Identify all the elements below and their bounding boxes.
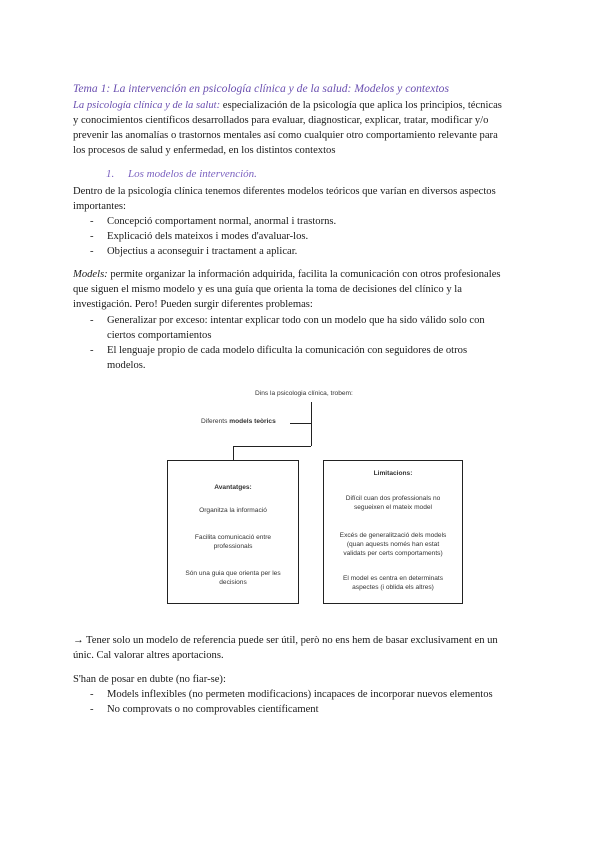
section1-bullet-list bbox=[90, 214, 528, 259]
limitations-item: aspectes (i oblida els altres) bbox=[352, 584, 434, 591]
advantages-title: Avantatges: bbox=[214, 484, 252, 491]
models-paragraph bbox=[73, 267, 528, 312]
dash-marker: - bbox=[90, 315, 94, 326]
intro-line: especialización de la psicología que aplica los principios, técnicas bbox=[220, 100, 502, 111]
dash-marker: - bbox=[90, 231, 94, 242]
dash-marker: - bbox=[90, 345, 94, 356]
models-line: permite organizar la información adquirida, facilita la comunicación con otros profesionales bbox=[107, 269, 501, 280]
list-item bbox=[90, 702, 528, 717]
advantages-box bbox=[167, 460, 299, 604]
section1-line: Dentro de la psicología clínica tenemos diferentes modelos teóricos que varían en diversos aspectos bbox=[73, 186, 496, 197]
page-title: Tema 1: La intervención en psicología clínica y de la salud: Modelos y contextos bbox=[73, 82, 449, 95]
intro-line: los procesos de salud y enfermedad, en los distintos contextos bbox=[73, 145, 336, 156]
doubt-bullet-list bbox=[90, 687, 528, 717]
list-item-text: modelos. bbox=[107, 360, 146, 371]
list-item-text: Objectius a aconseguir i tractament a aplicar. bbox=[107, 246, 298, 257]
advantages-item: decisions bbox=[219, 579, 247, 586]
diagram-trunk-line bbox=[311, 402, 312, 446]
section-heading-text: Los modelos de intervención. bbox=[128, 168, 257, 180]
limitations-item: (quan aquests només han estat bbox=[346, 541, 440, 548]
dash-marker: - bbox=[90, 216, 94, 227]
intro-line: prevenir las anomalías o trastornos mentales así como cualquier otro comportamiento relevante para bbox=[73, 130, 498, 141]
list-item-text: El lenguaje propio de cada modelo dificulta la comunicación con seguidores de otros bbox=[107, 345, 468, 356]
section-heading bbox=[106, 168, 257, 180]
diagram-branch-label bbox=[201, 418, 276, 425]
list-item bbox=[90, 214, 528, 229]
branch-label-prefix: Diferents bbox=[201, 418, 230, 425]
limitations-item: Excés de generalització dels models bbox=[339, 532, 447, 539]
conclusion-line: únic. Cal valorar altres aportacions. bbox=[73, 650, 224, 661]
list-item-text: Generalizar por exceso: intentar explicar todo con un modelo que ha sido válido solo con bbox=[107, 315, 485, 326]
list-item-text: Models inflexibles (no permeten modificacions) incapaces de incorporar nuevos elementos bbox=[107, 689, 493, 700]
advantages-item: professionals bbox=[213, 543, 253, 550]
list-item bbox=[90, 313, 528, 343]
list-item-text: No comprovats o no comprovables científicament bbox=[107, 704, 319, 715]
diagram-connector-line bbox=[233, 446, 234, 460]
intro-term: La psicología clínica y de la salut: bbox=[73, 100, 221, 111]
intro-paragraph bbox=[73, 98, 528, 158]
list-item bbox=[90, 244, 528, 259]
section-number: 1. bbox=[106, 168, 115, 180]
models-line: investigación. Pero! Pueden surgir diferentes problemas: bbox=[73, 299, 313, 310]
limitations-item: Difícil cuan dos professionals no bbox=[345, 495, 441, 502]
doubt-line: S'han de posar en dubte (no fiar-se): bbox=[73, 674, 226, 685]
limitations-title: Limitacions: bbox=[373, 470, 413, 477]
list-item-text: Concepció comportament normal, anormal i trastorns. bbox=[107, 216, 337, 227]
list-item bbox=[90, 229, 528, 244]
intro-line: y conocimientos científicos desarrollados para evaluar, diagnosticar, explicar, tratar, modificar y/o bbox=[73, 115, 489, 126]
models-line: que siguen el mismo modelo y es una guía que orienta la toma de decisiones del clínico y la bbox=[73, 284, 462, 295]
list-item-text: ciertos comportamientos bbox=[107, 330, 212, 341]
conclusion-paragraph bbox=[73, 633, 528, 663]
models-term: Models: bbox=[73, 269, 108, 280]
limitations-item: El model es centra en determinats bbox=[342, 575, 444, 582]
dash-marker: - bbox=[90, 704, 94, 715]
advantages-item: Són una guia que orienta per les bbox=[185, 570, 281, 577]
diagram-branch-line bbox=[290, 423, 311, 424]
advantages-item: Facilita comunicació entre bbox=[194, 534, 272, 541]
diagram-top-label: Dins la psicologia clínica, trobem: bbox=[255, 390, 353, 397]
section1-line: importantes: bbox=[73, 201, 126, 212]
models-bullet-list bbox=[90, 313, 528, 373]
arrow-icon: → bbox=[73, 635, 84, 646]
advantages-item: Organitza la informació bbox=[199, 507, 267, 514]
branch-label-bold: models teòrics bbox=[229, 418, 276, 425]
section1-paragraph bbox=[73, 184, 528, 214]
limitations-item: validats per certs comportaments) bbox=[343, 550, 443, 557]
dash-marker: - bbox=[90, 246, 94, 257]
dash-marker: - bbox=[90, 689, 94, 700]
limitations-box bbox=[323, 460, 463, 604]
limitations-item: segueixen el mateix model bbox=[353, 504, 433, 511]
diagram-connector-horizontal bbox=[233, 446, 311, 447]
list-item bbox=[90, 687, 528, 702]
list-item-text: Explicació dels mateixos i modes d'avaluar-los. bbox=[107, 231, 309, 242]
conclusion-line: Tener solo un modelo de referencia puede ser útil, però no ens hem de basar exclusivament en un bbox=[83, 635, 498, 646]
list-item bbox=[90, 343, 528, 373]
